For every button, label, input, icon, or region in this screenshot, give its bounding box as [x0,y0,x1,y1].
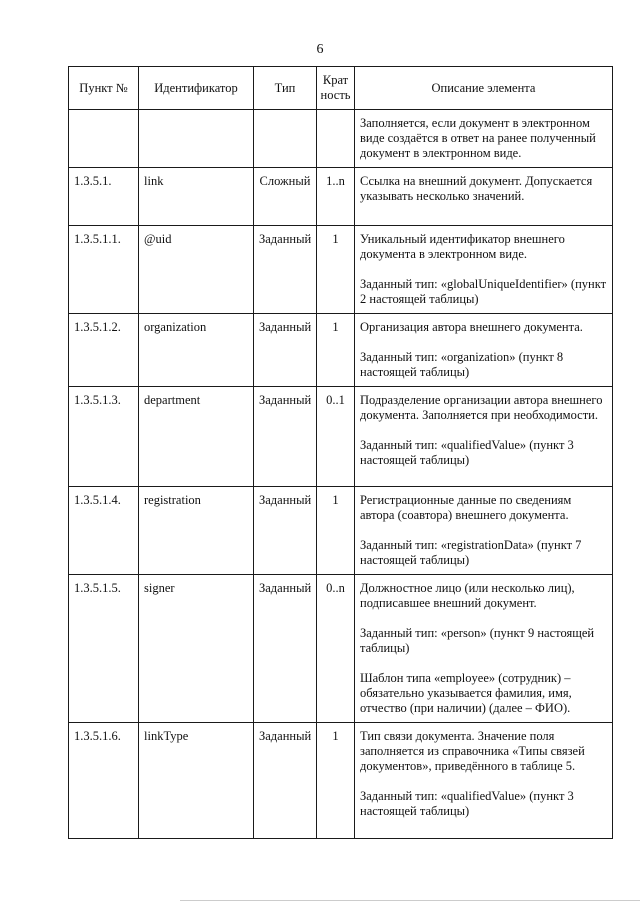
cell-krat: 1 [317,487,355,575]
cell-krat: 1 [317,314,355,387]
desc-paragraph: Заданный тип: «person» (пункт 9 настоящей таблицы) [360,626,595,655]
cell-krat: 1 [317,723,355,839]
cell-num: 1.3.5.1.1. [69,226,139,314]
cell-krat: 0..1 [317,387,355,487]
table-row [69,723,613,839]
table-row [69,226,613,314]
table-row [69,168,613,226]
cell-ident: organization [139,314,254,387]
header-num: Пункт № [69,67,139,110]
cell-num: 1.3.5.1.2. [69,314,139,387]
cell-desc [355,487,613,575]
cell-krat: 0..n [317,575,355,723]
cell-ident: linkType [139,723,254,839]
cell-desc [355,387,613,487]
cell-type: Заданный [254,575,317,723]
desc-paragraph: Организация автора внешнего документа. [360,320,583,334]
cell-ident [139,110,254,168]
cell-type: Заданный [254,314,317,387]
cell-ident: registration [139,487,254,575]
desc-paragraph: Заданный тип: «qualifiedValue» (пункт 3 настоящей таблицы) [360,438,574,467]
table-row [69,487,613,575]
desc-paragraph: Уникальный идентификатор внешнего документа в электронном виде. [360,232,565,261]
desc-paragraph: Заданный тип: «organization» (пункт 8 настоящей таблицы) [360,350,564,379]
cell-type: Заданный [254,723,317,839]
cell-type: Заданный [254,387,317,487]
desc-paragraph: Ссылка на внешний документ. Допускается указывать несколько значений. [360,174,593,203]
desc-paragraph: Шаблон типа «employee» (сотрудник) – обязательно указывается фамилия, имя, отчество (при наличии) (далее – ФИО). [360,671,572,715]
desc-paragraph: Заданный тип: «registrationData» (пункт 7 настоящей таблицы) [360,538,582,567]
cell-num: 1.3.5.1.3. [69,387,139,487]
cell-desc [355,226,613,314]
table-row [69,575,613,723]
cell-ident: department [139,387,254,487]
table-row [69,110,613,168]
table-row [69,314,613,387]
cell-type: Сложный [254,168,317,226]
cell-num [69,110,139,168]
scan-edge-line [180,900,640,901]
cell-num: 1.3.5.1.4. [69,487,139,575]
cell-type: Заданный [254,487,317,575]
table-row [69,387,613,487]
cell-ident: @uid [139,226,254,314]
header-krat [317,67,355,110]
header-krat-line2: ность [320,88,351,102]
header-desc: Описание элемента [355,67,613,110]
header-krat-line1: Крат [322,73,349,87]
desc-paragraph: Подразделение организации автора внешнего документа. Заполняется при необходимости. [360,393,603,422]
cell-desc [355,110,613,168]
spec-table [68,66,613,839]
cell-num: 1.3.5.1.5. [69,575,139,723]
cell-krat [317,110,355,168]
cell-num: 1.3.5.1. [69,168,139,226]
desc-paragraph: Заполняется, если документ в электронном виде создаётся в ответ на ранее полученный документ в электронном виде. [360,116,596,160]
page-number: 6 [316,42,324,57]
cell-type: Заданный [254,226,317,314]
desc-paragraph: Должностное лицо (или несколько лиц), подписавшее внешний документ. [360,581,575,610]
desc-paragraph: Заданный тип: «globalUniqueIdentifier» (пункт 2 настоящей таблицы) [360,277,607,306]
desc-paragraph: Тип связи документа. Значение поля заполняется из справочника «Типы связей документов», приведённого в таблице 5. [360,729,585,773]
cell-num: 1.3.5.1.6. [69,723,139,839]
cell-type [254,110,317,168]
desc-paragraph: Регистрационные данные по сведениям автора (соавтора) внешнего документа. [360,493,572,522]
cell-ident: link [139,168,254,226]
cell-desc [355,314,613,387]
cell-krat: 1 [317,226,355,314]
cell-ident: signer [139,575,254,723]
cell-krat: 1..n [317,168,355,226]
desc-paragraph: Заданный тип: «qualifiedValue» (пункт 3 настоящей таблицы) [360,789,574,818]
table-header-row [69,67,613,110]
cell-desc [355,575,613,723]
cell-desc [355,168,613,226]
header-ident: Идентификатор [139,67,254,110]
cell-desc [355,723,613,839]
header-type: Тип [254,67,317,110]
